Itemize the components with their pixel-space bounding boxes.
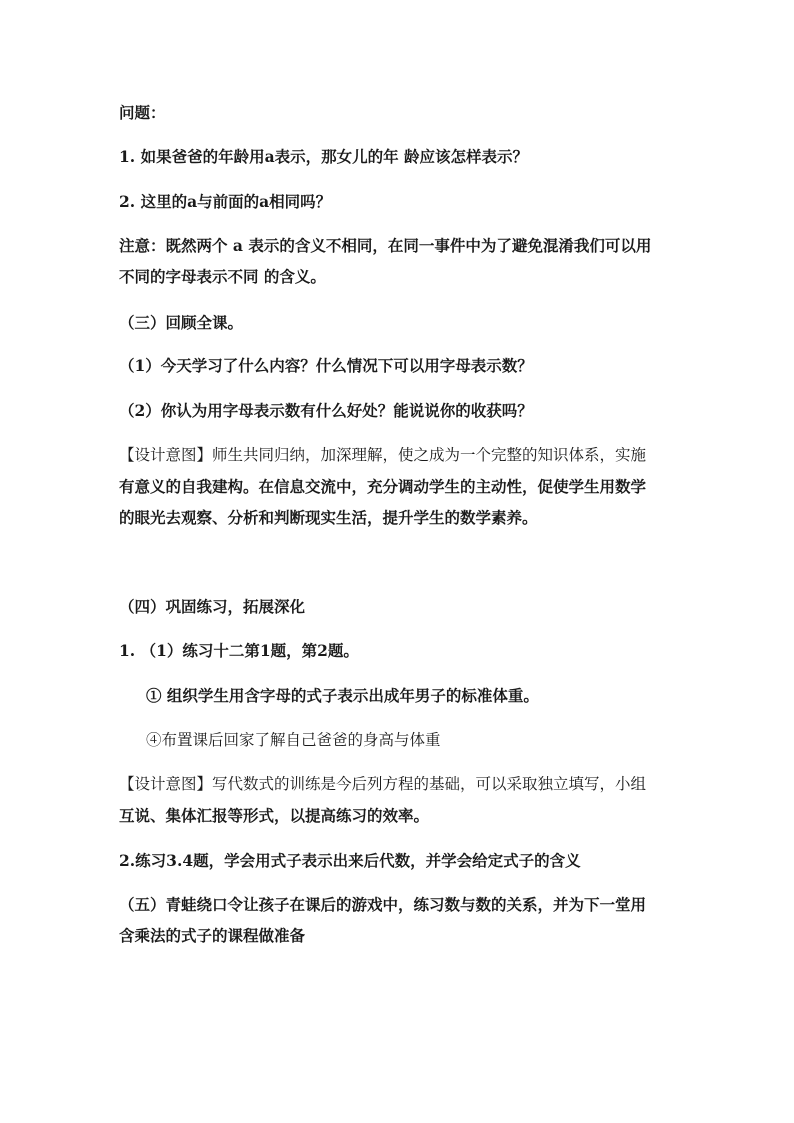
question-1: 1. 如果爸爸的年龄用a表示，那女儿的年 龄应该怎样表示？ bbox=[119, 147, 529, 166]
question-2: 2. 这里的a与前面的a相同吗？ bbox=[119, 192, 332, 211]
exercise-1: 1. （1）练习十二第1题，第2题。 bbox=[119, 641, 359, 660]
exercise-2: 2.练习3.4题，学会用式子表示出来后代数，并学会给定式子的含义 bbox=[119, 851, 581, 870]
note-line-1: 注意：既然两个 a 表示的含义不相同，在同一事件中为了避免混淆我们可以用 bbox=[119, 236, 652, 255]
note-line-2: 不同的字母表示不同 的含义。 bbox=[119, 267, 326, 286]
design-intent-2-line-1: 【设计意图】写代数式的训练是今后列方程的基础，可以采取独立填写，小组 bbox=[119, 775, 647, 793]
design-intent-1-line-2: 有意义的自我建构。在信息交流中，充分调动学生的主动性，促使学生用数学 bbox=[119, 477, 647, 496]
exercise-1-item-a: ① 组织学生用含字母的式子表示出成年男子的标准体重。 bbox=[146, 686, 539, 705]
section-four-heading: （四）巩固练习，拓展深化 bbox=[119, 597, 306, 616]
review-item-2: （2）你认为用字母表示数有什么好处？能说说你的收获吗？ bbox=[119, 401, 533, 420]
section-three-heading: （三）回顾全课。 bbox=[119, 313, 244, 332]
design-intent-1-line-3: 的眼光去观察、分析和判断现实生活，提升学生的数学素养。 bbox=[119, 508, 538, 527]
section-five-line-2: 含乘法的式子的课程做准备 bbox=[119, 926, 306, 945]
review-item-1: （1）今天学习了什么内容？什么情况下可以用字母表示数？ bbox=[119, 356, 533, 375]
section-five-line-1: （五）青蛙绕口令让孩子在课后的游戏中，练习数与数的关系，并为下一堂用 bbox=[119, 895, 647, 914]
exercise-1-item-b: ④布置课后回家了解自己爸爸的身高与体重 bbox=[146, 731, 441, 749]
question-heading: 问题： bbox=[119, 103, 166, 122]
design-intent-2-line-2: 互说、集体汇报等形式，以提高练习的效率。 bbox=[119, 806, 430, 825]
design-intent-1-line-1: 【设计意图】师生共同归纳，加深理解，使之成为一个完整的知识体系，实施 bbox=[119, 446, 647, 464]
